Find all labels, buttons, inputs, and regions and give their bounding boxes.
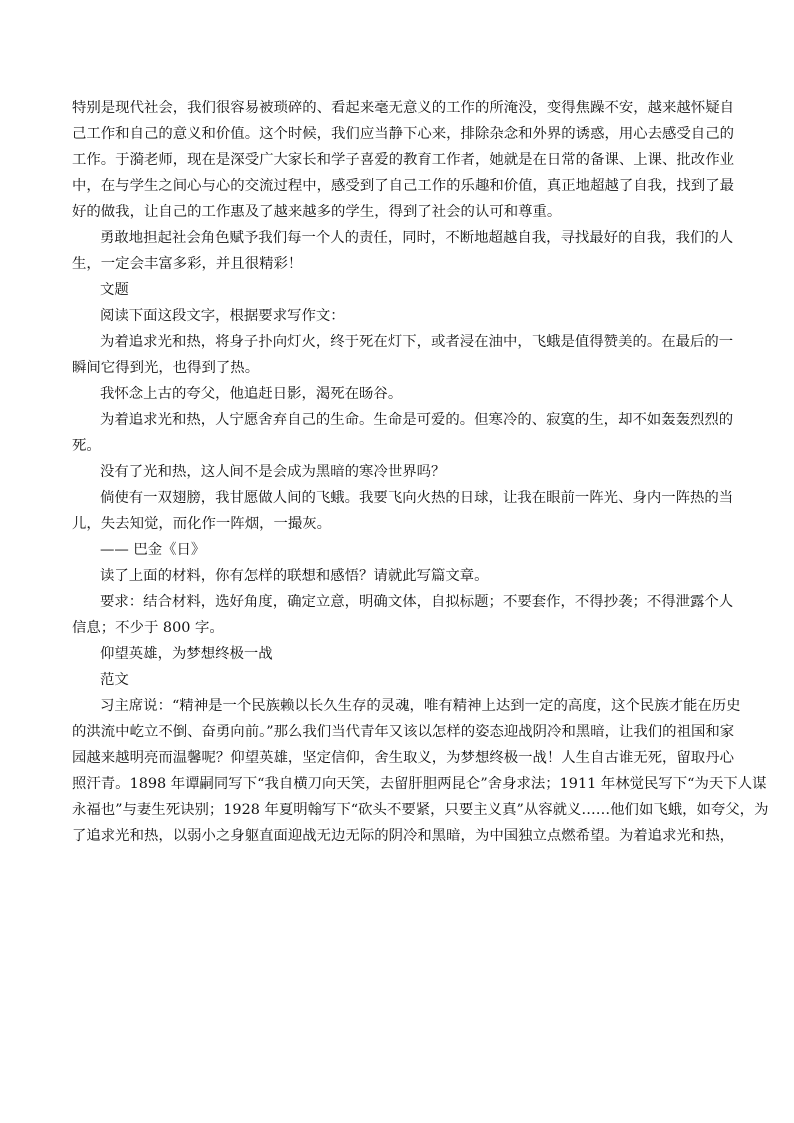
text-line: 生，一定会丰富多彩，并且很精彩！ — [72, 256, 303, 272]
text-line: 了追求光和热，以弱小之身躯直面迎战无边无际的阴冷和黑暗，为中国独立点燃希望。为着追求光和热， — [72, 828, 734, 844]
text-line: 园越来越明亮而温馨呢？仰望英雄，坚定信仰，舍生取义，为梦想终极一战！人生自古谁无死，留取丹心 — [72, 750, 734, 766]
essay-title: 仰望英雄，为梦想终极一战 — [100, 646, 273, 662]
text-line: 为着追求光和热，将身子扑向灯火，终于死在灯下，或者浸在油中，飞蛾是值得赞美的。在最后的一 — [100, 334, 734, 350]
text-line: 中，在与学生之间心与心的交流过程中，感受到了自己工作的乐趣和价值，真正地超越了自我，找到了最 — [72, 178, 734, 194]
text-line: 死。 — [72, 438, 101, 454]
text-line: 勇敢地担起社会角色赋予我们每一个人的责任，同时，不断地超越自我，寻找最好的自我，我们的人 — [100, 230, 734, 246]
text-line: 为着追求光和热，人宁愿舍弃自己的生命。生命是可爱的。但寒冷的、寂寞的生，却不如轰轰烈烈的 — [100, 412, 734, 428]
text-line: 没有了光和热，这人间不是会成为黑暗的寒冷世界吗？ — [100, 464, 446, 480]
text-line: 特别是现代社会，我们很容易被琐碎的、看起来毫无意义的工作的所淹没，变得焦躁不安，越来越怀疑自 — [72, 100, 734, 116]
section-heading: 范文 — [100, 672, 129, 688]
document-body — [72, 97, 769, 847]
text-line: 好的做我，让自己的工作惠及了越来越多的学生，得到了社会的认可和尊重。 — [72, 204, 562, 220]
text-line: 读了上面的材料，你有怎样的联想和感悟？请就此写篇文章。 — [100, 568, 489, 584]
text-line: 阅读下面这段文字，根据要求写作文： — [100, 308, 345, 324]
text-line: 习主席说：“精神是一个民族赖以长久生存的灵魂，唯有精神上达到一定的高度，这个民族才能在历史 — [100, 698, 741, 714]
text-line: 己工作和自己的意义和价值。这个时候，我们应当静下心来，排除杂念和外界的诱惑，用心去感受自己的 — [72, 126, 734, 142]
text-line: 照汗青。1898 年谭嗣同写下“我自横刀向天笑，去留肝胆两昆仑”舍身求法；1911 年林觉民写下“为天下人谋 — [72, 776, 767, 792]
text-line: 我怀念上古的夸父，他追赶日影，渴死在旸谷。 — [100, 386, 403, 402]
quote-attribution: —— 巴金《日》 — [100, 542, 206, 558]
text-line: 倘使有一双翅膀，我甘愿做人间的飞蛾。我要飞向火热的日球，让我在眼前一阵光、身内一阵热的当 — [100, 490, 734, 506]
text-line: 的洪流中屹立不倒、奋勇向前。”那么我们当代青年又该以怎样的姿态迎战阴冷和黑暗，让我们的祖国和家 — [72, 724, 735, 740]
section-heading: 文题 — [100, 282, 129, 298]
text-line: 瞬间它得到光，也得到了热。 — [72, 360, 260, 376]
text-line: 工作。于漪老师，现在是深受广大家长和学子喜爱的教育工作者，她就是在日常的备课、上课、批改作业 — [72, 152, 734, 168]
text-line: 要求：结合材料，选好角度，确定立意，明确文体，自拟标题；不要套作，不得抄袭；不得泄露个人 — [100, 594, 734, 610]
text-line: 儿，失去知觉，而化作一阵烟，一撮灰。 — [72, 516, 332, 532]
text-line: 永福也”与妻生死诀别；1928 年夏明翰写下“砍头不要紧，只要主义真”从容就义……他们如飞蛾，如夸父，为 — [72, 802, 769, 818]
text-line: 信息；不少于 800 字。 — [72, 620, 224, 636]
